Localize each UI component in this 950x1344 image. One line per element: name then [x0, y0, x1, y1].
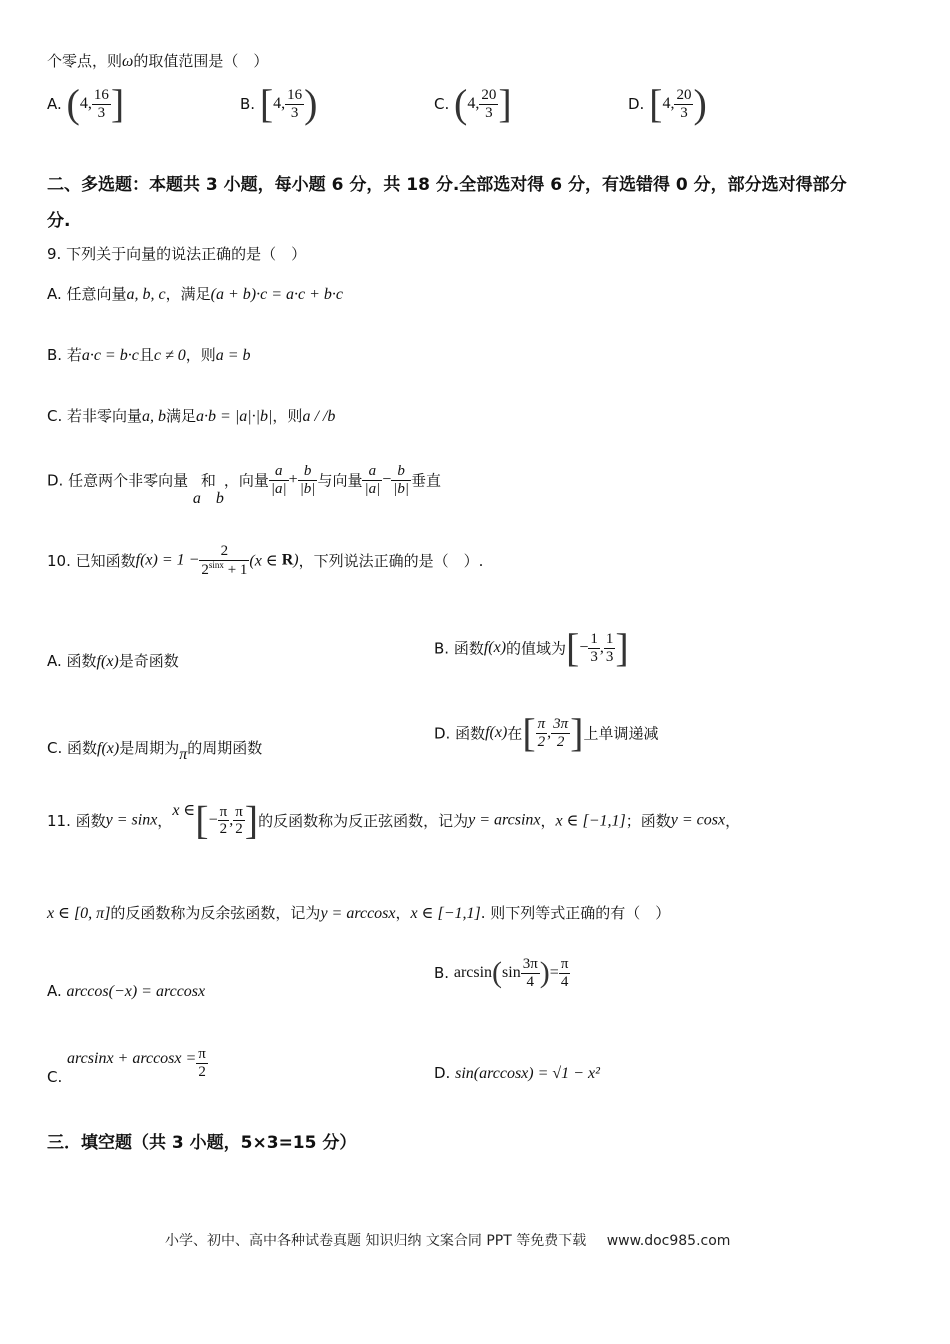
option-label: B. 函数 [434, 639, 484, 658]
fraction [391, 463, 411, 497]
bracket: [ [195, 797, 209, 843]
section-2-heading: 二、多选题：本题共 3 小题，每小题 6 分，共 18 分.全部选对得 6 分，有选错得 0 分，部分选对得部分 [47, 175, 847, 195]
fraction [559, 956, 571, 990]
fraction [479, 87, 498, 121]
q9-stem: 9. 下列关于向量的说法正确的是（ ） [47, 245, 307, 263]
numerator: 3π [522, 956, 538, 972]
numerator: a [362, 463, 382, 481]
omega-symbol: ω [122, 53, 134, 70]
q8-option-a [47, 81, 125, 126]
denominator: 3 [290, 104, 299, 121]
exponent: sinx [208, 559, 224, 570]
text: 和 [200, 471, 216, 490]
formula: arcsin [453, 964, 493, 981]
q11-option-c [47, 1046, 208, 1086]
fraction [298, 463, 318, 497]
text: 且 [138, 346, 154, 364]
formula: arccos(−x) = arccosx [66, 983, 206, 1000]
option-label: B. 若 [47, 346, 82, 364]
fraction [521, 956, 540, 990]
bracket: ] [110, 81, 125, 126]
vector-vars: a, b [142, 408, 167, 425]
q8-option-b [240, 81, 318, 126]
denominator: |a| [364, 480, 381, 497]
formula: y = sinx [105, 811, 158, 829]
section-2-heading-cont: 分. [47, 211, 71, 231]
numerator: 3π [553, 716, 569, 732]
denominator: |b| [393, 480, 409, 497]
footer [165, 1230, 730, 1250]
reals: R [281, 551, 294, 569]
q10-option-d [434, 710, 659, 755]
fraction [92, 87, 111, 121]
numerator: π [560, 956, 569, 972]
option-label: D. [628, 95, 645, 113]
formula: f(x) = 1 − [135, 551, 200, 569]
option-label: C. [434, 95, 450, 113]
q9-option-d [47, 463, 441, 508]
formula: a / /b [302, 408, 336, 425]
bracket: [ [522, 710, 536, 755]
fraction [536, 716, 548, 750]
bracket: ( [66, 81, 80, 126]
q10-option-c [47, 737, 262, 764]
denominator: 2 [219, 821, 228, 837]
numerator: 20 [676, 87, 692, 103]
bracket: ] [570, 710, 584, 755]
formula: y = arccosx [320, 905, 396, 922]
fraction [199, 543, 249, 578]
text: 在 [507, 724, 523, 743]
denominator: 2 [235, 821, 243, 837]
formula: a·c = b·c [81, 347, 139, 364]
formula: arcsinx + arccosx = [67, 1050, 197, 1067]
formula: a·b = |a|·|b| [196, 408, 273, 425]
numerator: π [235, 803, 243, 820]
text: . 则下列等式正确的有（ ） [480, 904, 671, 922]
minus-sign: − [579, 639, 589, 656]
denominator: |a| [270, 480, 287, 497]
formula: f(x) [485, 724, 508, 741]
paren: ( [492, 956, 503, 989]
numerator: π [198, 1046, 206, 1062]
footer-text: 小学、初中、高中各种试卷真题 知识归纳 文案合同 PPT 等免费下载 [165, 1233, 587, 1249]
denominator: 2 [537, 733, 546, 750]
option-label: A. 任意向量 [47, 285, 127, 303]
option-label: B. [434, 964, 450, 982]
denominator: 2 [556, 733, 565, 750]
denominator: |b| [299, 480, 316, 497]
q10-option-b [434, 625, 629, 670]
minus-sign: − [382, 471, 392, 488]
formula: f(x) [97, 740, 120, 757]
text: 是奇函数 [118, 652, 179, 670]
base: 2 [201, 561, 209, 578]
comma: , [599, 639, 604, 656]
numerator: 1 [590, 631, 598, 647]
text: ，向量 [223, 471, 269, 490]
denominator: 3 [680, 104, 688, 121]
intro-text: 个零点，则 [47, 52, 123, 70]
numerator: 1 [605, 631, 614, 647]
formula: x ∈ [−1,1] [410, 905, 481, 922]
fraction [218, 804, 230, 838]
vector-a: a [192, 489, 201, 507]
text: ，下列说法正确的是（ ）. [298, 552, 484, 570]
option-label: B. [240, 95, 256, 113]
intro-text-end: 的取值范围是（ ） [133, 52, 269, 70]
vector-vars: a, b, c [126, 286, 166, 303]
text: ；函数 [625, 812, 671, 830]
text: 的周期函数 [187, 739, 263, 757]
q11-option-b [434, 956, 570, 990]
bracket: ) [304, 81, 318, 126]
fraction [604, 631, 616, 665]
text: 是周期为 [119, 739, 180, 757]
paren: ) [539, 956, 550, 989]
formula: sin(arccosx) = √1 − x² [455, 1065, 600, 1082]
fraction [674, 87, 693, 121]
comma: , [229, 811, 234, 829]
text: 垂直 [410, 471, 441, 490]
option-label: D. 任意两个非零向量 [47, 471, 189, 490]
denominator: 3 [605, 648, 614, 665]
text: ， [157, 812, 173, 830]
q11-option-a [47, 982, 205, 1001]
bracket: ] [498, 81, 512, 126]
text: 的反函数称为反正弦函数，记为 [258, 812, 469, 830]
formula: c ≠ 0 [153, 347, 186, 364]
bracket: [ [259, 81, 274, 126]
pi-symbol: π [179, 746, 188, 763]
formula: x ∈ [172, 802, 196, 819]
equals-sign: = [549, 964, 559, 981]
text: ， [540, 812, 556, 830]
section-3-heading: 三．填空题（共 3 小题，5×3=15 分） [47, 1133, 357, 1153]
interval-start: 4, [467, 95, 480, 112]
q10-option-a [47, 650, 179, 671]
formula: f(x) [483, 639, 507, 656]
text: ，则 [272, 407, 303, 425]
fraction [233, 804, 245, 838]
domain: (x ∈ [249, 552, 282, 570]
text: 与向量 [317, 471, 363, 490]
denominator: 4 [560, 973, 569, 990]
option-label: D. [434, 1064, 451, 1082]
option-label: C. 若非零向量 [47, 407, 143, 425]
option-label: A. [47, 982, 62, 1000]
fraction [551, 716, 570, 750]
bracket: ) [693, 81, 707, 126]
text: 11. 函数 [47, 812, 106, 830]
interval-start: 4, [273, 95, 286, 112]
numerator: b [298, 463, 318, 481]
minus-sign: − [208, 811, 218, 829]
bracket: [ [566, 625, 580, 670]
formula: a = b [215, 347, 251, 364]
q11-line-2 [47, 902, 670, 923]
footer-link[interactable]: www.doc985.com [606, 1233, 731, 1249]
option-label: C. 函数 [47, 739, 98, 757]
text: ， [395, 904, 411, 922]
q8-option-c [434, 81, 512, 126]
interval-start: 4, [662, 95, 675, 112]
denominator: 3 [590, 648, 598, 665]
numerator: b [391, 463, 411, 481]
formula: sin [502, 964, 521, 981]
text: 10. 已知函数 [47, 552, 136, 570]
text: 上单调递减 [583, 724, 659, 743]
numerator: 16 [93, 87, 109, 103]
fraction [362, 463, 382, 497]
q9-option-c [47, 405, 335, 426]
vector-b: b [215, 489, 224, 507]
option-label: A. [47, 95, 62, 113]
option-label: C. [47, 1068, 63, 1086]
interval-start: 4, [79, 95, 92, 112]
denominator: 4 [526, 973, 534, 990]
domain-end: ) [293, 551, 299, 569]
numerator: π [537, 716, 546, 732]
fraction [269, 463, 289, 497]
question-8-tail [47, 50, 268, 71]
bracket: ] [244, 797, 259, 843]
plus-sign: + [288, 471, 298, 488]
q8-option-d [628, 81, 707, 126]
denominator: 3 [97, 104, 106, 121]
text: 的值域为 [506, 639, 567, 658]
numerator: 2 [199, 543, 249, 561]
numerator: 16 [287, 87, 303, 103]
comma: , [547, 724, 552, 741]
numerator: 20 [481, 87, 497, 103]
denominator: 3 [485, 104, 493, 121]
tail: + 1 [223, 561, 248, 578]
text: 满足 [166, 407, 197, 425]
text: ，满足 [165, 285, 211, 303]
numerator: π [219, 803, 228, 820]
text: ，则 [185, 346, 216, 364]
formula: f(x) [96, 653, 119, 670]
fraction [285, 87, 304, 121]
bracket: [ [649, 81, 663, 126]
formula: y = cosx [670, 811, 726, 829]
text: 的反函数称为反余弦函数，记为 [110, 904, 321, 922]
fraction [196, 1046, 208, 1080]
numerator: a [269, 463, 289, 481]
formula: (a + b)·c = a·c + b·c [210, 286, 344, 303]
q10-stem [47, 543, 483, 578]
formula: x ∈ [0, π] [47, 905, 111, 922]
text: ， [725, 812, 741, 830]
q9-option-a [47, 283, 343, 304]
q11-option-d [434, 1064, 600, 1083]
option-label: A. 函数 [47, 652, 97, 670]
bracket: ] [615, 625, 629, 670]
formula: x ∈ [−1,1] [555, 812, 626, 830]
fraction [588, 631, 600, 665]
denominator [199, 561, 249, 579]
option-label: D. 函数 [434, 724, 486, 743]
q9-option-b [47, 344, 251, 365]
denominator: 2 [198, 1063, 206, 1080]
q11-line-1 [47, 797, 741, 843]
formula: y = arcsinx [468, 811, 541, 829]
bracket: ( [454, 81, 468, 126]
